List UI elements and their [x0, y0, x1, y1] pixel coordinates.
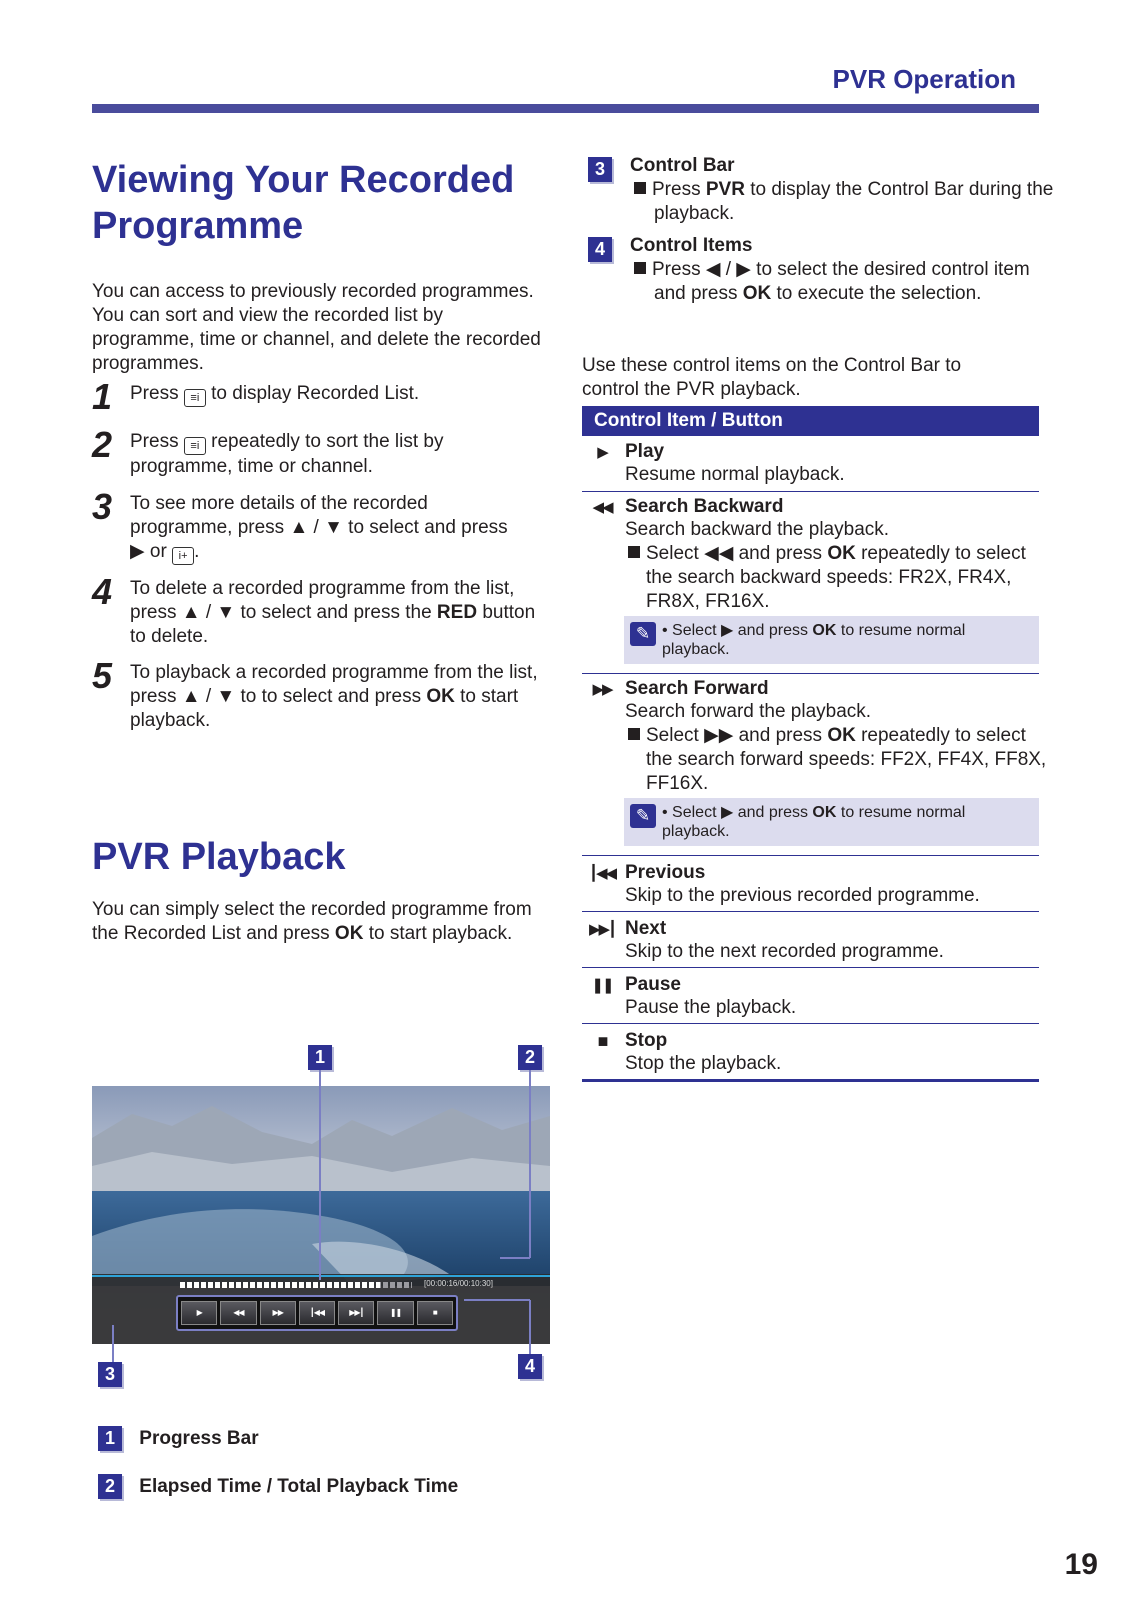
row-title-next: Next: [625, 918, 667, 939]
bullet-square-icon: [628, 546, 640, 558]
callout-3: 3: [98, 1362, 122, 1387]
row-desc-previous: Skip to the previous recorded programme.: [625, 885, 980, 906]
step-text: .: [194, 541, 200, 562]
callout-4: 4: [518, 1354, 542, 1379]
cb-previous-button: ┃◀◀: [299, 1301, 335, 1325]
step-number: 1: [92, 376, 113, 417]
row-desc-next: Skip to the next recorded programme.: [625, 941, 944, 962]
step-text: To see more details of the recorded: [130, 493, 428, 514]
legend-badge: 1: [98, 1426, 122, 1451]
legend-label: Progress Bar: [139, 1428, 259, 1449]
ok-label: OK: [742, 283, 772, 304]
step-4: [92, 571, 542, 651]
step-text: programme, press ▲ / ▼ to select and press: [130, 517, 508, 538]
table-bottom-rule: [582, 1079, 1039, 1082]
row-title-pause: Pause: [625, 974, 681, 995]
control-items-title: Control Items: [630, 235, 753, 256]
ok-label: OK: [812, 622, 837, 639]
step-text: to start playback.: [130, 686, 519, 731]
control-bar-desc: Press PVR to display the Control Bar during the playback.: [634, 178, 1054, 226]
cb-rewind-button: ◀◀: [220, 1301, 256, 1325]
step-2: [92, 424, 542, 480]
note-search-backward: ✎ • Select ▶ and press OK to resume normal playback.: [624, 616, 1039, 664]
badge-3: 3: [588, 157, 612, 182]
info-key-icon: i+: [172, 547, 194, 565]
cb-next-button: ▶▶┃: [338, 1301, 374, 1325]
row-desc-search-forward: Search forward the playback.: [625, 701, 872, 722]
note-pencil-icon: ✎: [630, 804, 656, 828]
step-number: 4: [92, 571, 113, 612]
list-key-icon: ≡i: [184, 389, 206, 407]
section-header: PVR Operation: [832, 64, 1016, 94]
row-desc-search-backward: Search backward the playback.: [625, 519, 890, 540]
intro-text: You can simply select the recorded programme from the Recorded List and press: [92, 899, 532, 944]
cb-play-button: ▶: [181, 1301, 217, 1325]
cb-pause-button: ❚❚: [377, 1301, 413, 1325]
usage-text: Use these control items on the Control Bar to control the PVR playback.: [582, 355, 962, 400]
callout-1: 1: [308, 1045, 332, 1070]
row-bullet-search-forward: Select ▶▶ and press OK repeatedly to select the search forward speeds: FF2X, FF4X, FF8X, FF16X.: [628, 724, 1056, 796]
title-line-2: Programme: [92, 205, 304, 247]
step-3: [92, 486, 542, 566]
pvr-key-label: PVR: [705, 179, 745, 200]
row-title-search-backward: Search Backward: [625, 496, 784, 517]
bullet-square-icon: [634, 262, 646, 274]
control-bar-title: Control Bar: [630, 155, 735, 176]
row-title-search-forward: Search Forward: [625, 678, 769, 699]
page-number: 19: [1064, 1548, 1098, 1581]
search-backward-icon: ◀◀: [592, 499, 612, 516]
bullet-square-icon: [634, 182, 646, 194]
cb-forward-button: ▶▶: [260, 1301, 296, 1325]
elapsed-time-label: [00:00:16/00:10:30]: [424, 1279, 493, 1288]
step-text: button to delete.: [130, 602, 536, 647]
section-title-playback: PVR Playback: [92, 836, 346, 878]
note-pencil-icon: ✎: [630, 622, 656, 646]
intro-text: to start playback.: [363, 923, 513, 944]
legend-badge: 2: [98, 1474, 122, 1499]
step-number: 2: [92, 424, 113, 465]
row-divider: [582, 967, 1039, 968]
step-1: [92, 376, 542, 417]
row-desc-play: Resume normal playback.: [625, 464, 845, 485]
ok-label: OK: [827, 725, 856, 746]
step-text: To delete a recorded programme from the list, press ▲ / ▼ to select and press the: [130, 578, 515, 623]
row-desc-pause: Pause the playback.: [625, 997, 797, 1018]
legend-progress-bar: [98, 1426, 259, 1451]
row-desc-stop: Stop the playback.: [625, 1053, 782, 1074]
ok-label: OK: [827, 543, 856, 564]
step-number: 5: [92, 655, 113, 696]
red-button-label: RED: [436, 602, 478, 623]
row-title-stop: Stop: [625, 1030, 668, 1051]
step-text: Press: [130, 431, 184, 452]
badge-4: 4: [588, 237, 612, 262]
list-key-icon: ≡i: [184, 437, 206, 455]
row-divider: [582, 491, 1039, 492]
step-text: repeatedly to sort the list by programme, time or channel.: [130, 431, 444, 477]
row-title-previous: Previous: [625, 862, 706, 883]
section-title-viewing: [92, 157, 514, 249]
row-divider: [582, 673, 1039, 674]
header-rule: [92, 104, 1039, 113]
previous-icon: ┃◀◀: [588, 865, 616, 882]
step-text: to display Recorded List.: [205, 383, 420, 404]
table-header: Control Item / Button: [582, 406, 1039, 436]
viewing-intro: You can access to previously recorded programmes. You can sort and view the recorded list by programme, time or channel, and delete the recorded programmes.: [92, 281, 541, 374]
callout-2: 2: [518, 1045, 542, 1070]
step-text: To playback a recorded programme from the list, press ▲ / ▼ to to select and press: [130, 662, 538, 707]
ok-label: OK: [426, 686, 455, 707]
title-line-1: Viewing Your Recorded: [92, 159, 515, 201]
step-5: [92, 655, 542, 735]
playback-intro: [92, 898, 532, 946]
cb-stop-button: ■: [417, 1301, 453, 1325]
stop-icon: ■: [597, 1031, 607, 1051]
control-items-desc: Press ◀ / ▶ to select the desired control item and press OK to execute the selection.: [634, 258, 1054, 306]
legend-elapsed-time: [98, 1474, 458, 1499]
step-number: 3: [92, 486, 113, 527]
row-divider: [582, 855, 1039, 856]
play-icon: ▶: [597, 444, 607, 461]
ok-label: OK: [812, 804, 837, 821]
callout-lines: [92, 1060, 552, 1370]
search-forward-icon: ▶▶: [592, 681, 612, 698]
bullet-square-icon: [628, 728, 640, 740]
row-divider: [582, 1023, 1039, 1024]
note-search-forward: ✎ • Select ▶ and press OK to resume normal playback.: [624, 798, 1039, 846]
row-bullet-search-backward: Select ◀◀ and press OK repeatedly to select the search backward speeds: FR2X, FR4X, FR8X, FR16X.: [628, 542, 1056, 614]
legend-label: Elapsed Time / Total Playback Time: [139, 1476, 459, 1497]
row-title-play: Play: [625, 441, 665, 462]
step-text: ▶ or: [130, 541, 173, 562]
row-divider: [582, 911, 1039, 912]
step-text: Press: [130, 383, 184, 404]
ok-label: OK: [334, 923, 364, 944]
pause-icon: ❚❚: [591, 977, 613, 994]
next-icon: ▶▶┃: [588, 921, 616, 938]
